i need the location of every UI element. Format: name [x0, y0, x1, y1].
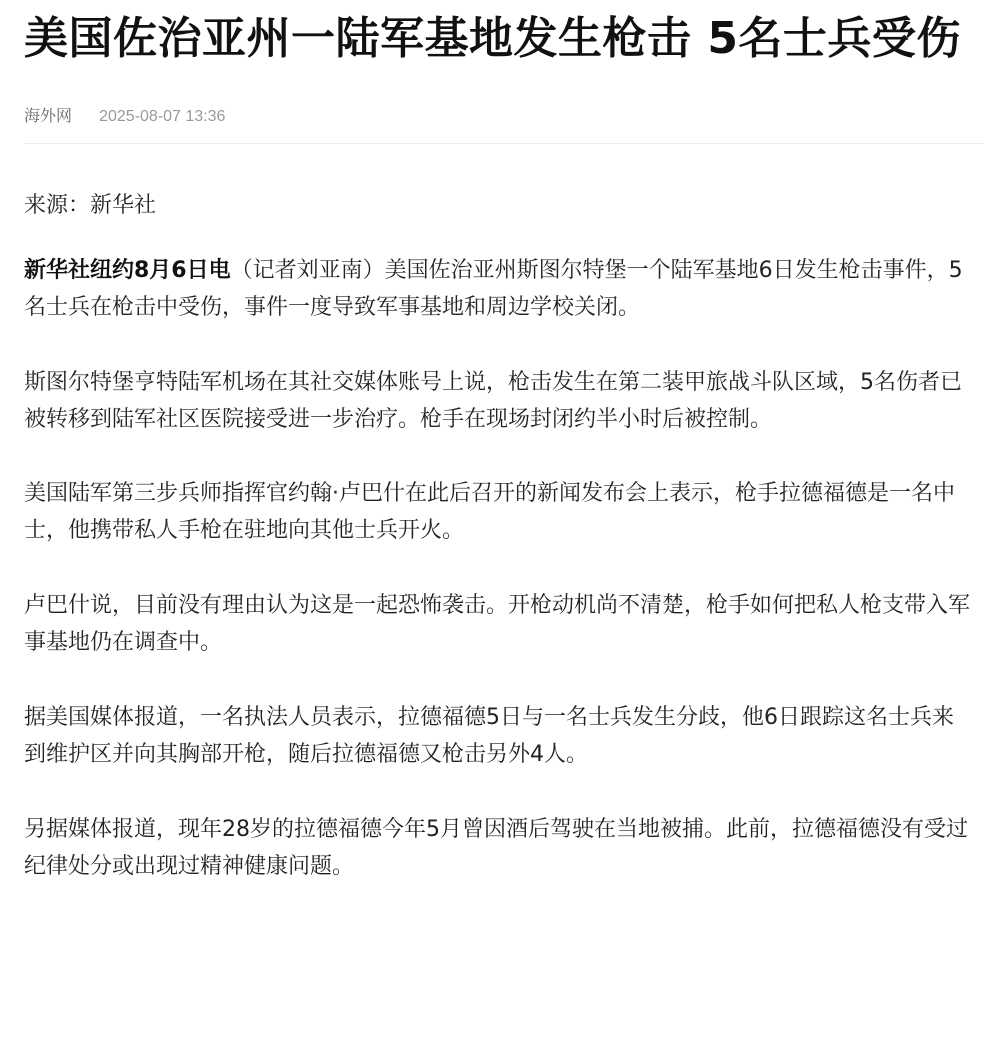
- dateline: 新华社纽约8月6日电: [24, 258, 231, 283]
- paragraph-6: 另据媒体报道，现年28岁的拉德福德今年5月曾因酒后驾驶在当地被捕。此前，拉德福德没有受过纪律处分或出现过精神健康问题。: [24, 817, 968, 879]
- paragraph-3: 美国陆军第三步兵师指挥官约翰·卢巴什在此后召开的新闻发布会上表示，枪手拉德福德是一名中士，他携带私人手枪在驻地向其他士兵开火。: [24, 481, 955, 543]
- publish-time: 2025-08-07 13:36: [99, 108, 226, 125]
- paragraph-1-text: （记者刘亚南）美国佐治亚州斯图尔特堡一个陆军基地6日发生枪击事件，5名士兵在枪击中受伤，事件一度导致军事基地和周边学校关闭。: [24, 258, 963, 320]
- article-meta: [24, 104, 984, 128]
- paragraph-1: [24, 252, 974, 326]
- article-title: 美国佐治亚州一陆军基地发生枪击 5名士兵受伤: [24, 13, 961, 64]
- source-line: 来源：新华社: [24, 193, 157, 218]
- publisher-name[interactable]: 海外网: [24, 106, 73, 125]
- paragraph-2: 斯图尔特堡亨特陆军机场在其社交媒体账号上说，枪击发生在第二装甲旅战斗队区域，5名伤者已被转移到陆军社区医院接受进一步治疗。枪手在现场封闭约半小时后被控制。: [24, 370, 963, 432]
- divider: [24, 143, 984, 144]
- paragraph-5: 据美国媒体报道，一名执法人员表示，拉德福德5日与一名士兵发生分歧，他6日跟踪这名士兵来到维护区并向其胸部开枪，随后拉德福德又枪击另外4人。: [24, 705, 954, 767]
- paragraph-4: 卢巴什说，目前没有理由认为这是一起恐怖袭击。开枪动机尚不清楚，枪手如何把私人枪支带入军事基地仍在调查中。: [24, 593, 971, 655]
